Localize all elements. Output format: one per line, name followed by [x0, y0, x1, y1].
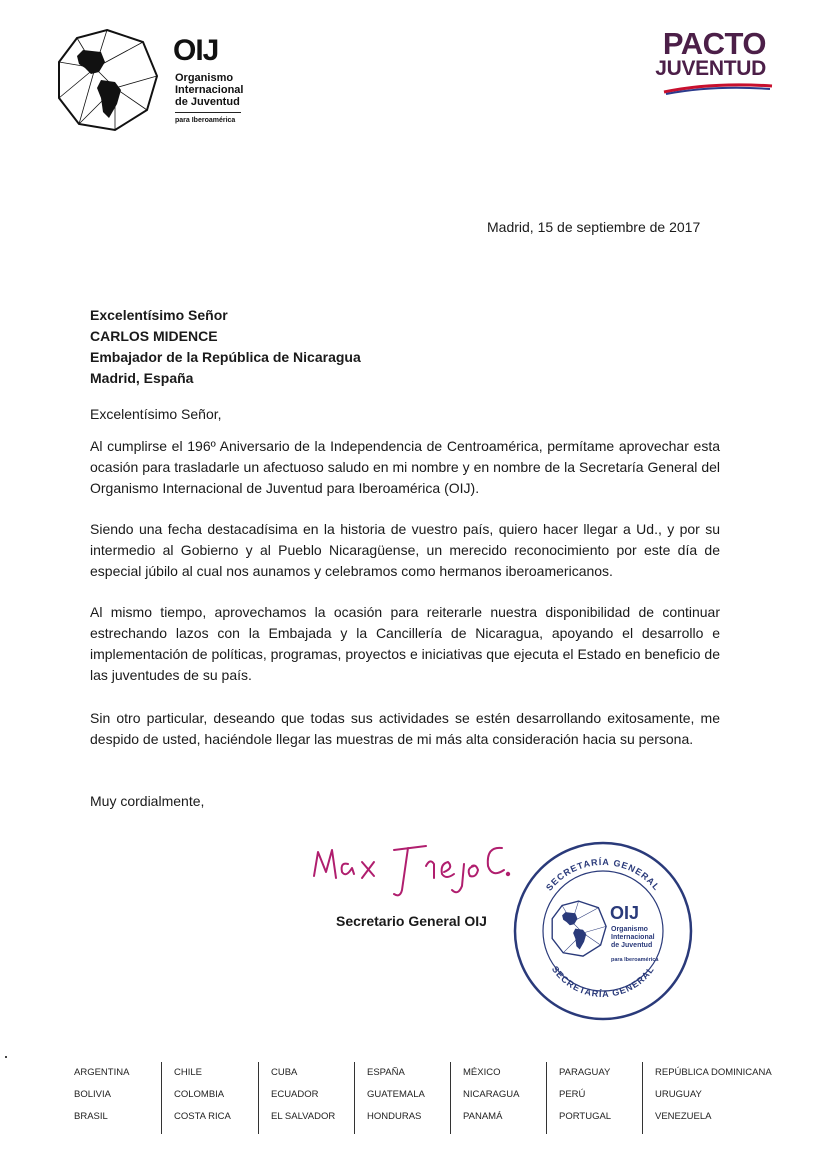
country-name: COLOMBIA [174, 1089, 225, 1100]
country-name: ECUADOR [271, 1089, 319, 1100]
official-seal [512, 840, 694, 1022]
country-name: CUBA [271, 1067, 298, 1078]
oij-subline: para Iberoamérica [175, 117, 236, 124]
closing: Muy cordialmente, [90, 793, 205, 809]
oij-mark: OIJ [173, 34, 219, 67]
handwritten-signature [308, 832, 513, 904]
country-name: HONDURAS [367, 1111, 422, 1122]
country-name: URUGUAY [655, 1089, 702, 1100]
oij-name [175, 72, 265, 108]
seal-name-line: de Juventud [611, 942, 653, 949]
pacto-line2: JUVENTUD [655, 57, 766, 80]
body-paragraph: Siendo una fecha destacadísima en la historia de vuestro país, quiero hacer llegar a Ud., y por su intermedio al Gobierno y al Pueblo Nicaragüense, un merecido reconocimiento por este día de especial júbilo al cual nos aunamos y celebramos como hermanos iberoamericanos. [90, 521, 720, 579]
country-name: PERÚ [559, 1089, 586, 1100]
scan-speck [5, 1056, 7, 1058]
recipient-line: Embajador de la República de Nicaragua [90, 349, 361, 365]
seal-subline: para Iberoamérica [611, 957, 659, 963]
country-name: ESPAÑA [367, 1067, 405, 1078]
pacto-juventud-logo [640, 28, 780, 98]
country-name: REPÚBLICA DOMINICANA [655, 1067, 772, 1078]
seal-name-line: Organismo [611, 926, 648, 933]
seal-mark: OIJ [610, 903, 640, 923]
seal-bottom-text: SECRETARÍA GENERAL [549, 964, 657, 1000]
signer-title: Secretario General OIJ [336, 913, 487, 929]
seal-top-text: SECRETARÍA GENERAL [544, 856, 663, 893]
seal-globe-icon [552, 901, 606, 956]
footer-country-list [62, 1062, 802, 1140]
footer-column [642, 1062, 772, 1134]
recipient-line: CARLOS MIDENCE [90, 328, 218, 344]
footer-column [258, 1062, 335, 1134]
country-name: PORTUGAL [559, 1111, 612, 1122]
oij-rule [175, 112, 241, 113]
body-paragraph: Al mismo tiempo, aprovechamos la ocasión para reiterarle nuestra disponibilidad de continuar estrechando lazos con la Embajada y la Cancillería de Nicaragua, apoyando el desarrollo e implementación de políticas, programas, proyectos e iniciativas que ejecuta el Estado en beneficio de las juventudes de su país. [90, 604, 720, 683]
country-name: VENEZUELA [655, 1111, 712, 1122]
seal-name-line: Internacional [611, 934, 655, 941]
country-name: PARAGUAY [559, 1067, 611, 1078]
swoosh-icon [662, 80, 774, 96]
oij-logo [55, 28, 255, 138]
country-name: MÉXICO [463, 1067, 501, 1078]
country-name: EL SALVADOR [271, 1111, 336, 1122]
body-paragraph: Al cumplirse el 196º Aniversario de la Independencia de Centroamérica, permítame aprovechar esta ocasión para trasladarle un afectuoso saludo en mi nombre y en nombre de la Secretaría General del Organismo Internacional de Juventud para Iberoamérica (OIJ). [90, 438, 720, 496]
country-name: BRASIL [74, 1111, 108, 1122]
salutation: Excelentísimo Señor, [90, 406, 222, 422]
oij-name-line: Internacional [175, 84, 244, 96]
recipient-line: Excelentísimo Señor [90, 307, 228, 323]
recipient-block [90, 305, 361, 389]
recipient-line: Madrid, España [90, 370, 194, 386]
footer-column [161, 1062, 231, 1134]
footer-column [354, 1062, 425, 1134]
country-name: GUATEMALA [367, 1089, 425, 1100]
letter-date: Madrid, 15 de septiembre de 2017 [487, 219, 701, 235]
footer-column [450, 1062, 519, 1134]
footer-column [62, 1062, 129, 1134]
country-name: BOLIVIA [74, 1089, 111, 1100]
polygon-globe-icon [55, 28, 159, 132]
country-name: CHILE [174, 1067, 202, 1078]
country-name: NICARAGUA [463, 1089, 520, 1100]
country-name: COSTA RICA [174, 1111, 231, 1122]
pacto-line1: PACTO [662, 26, 766, 61]
footer-column [546, 1062, 611, 1134]
oij-name-line: de Juventud [175, 96, 240, 108]
body-paragraph: Sin otro particular, deseando que todas sus actividades se estén desarrollando exitosamente, me despido de usted, haciéndole llegar las muestras de mi más alta consideración hacia su persona. [90, 710, 720, 747]
oij-name-line: Organismo [175, 72, 234, 84]
country-name: ARGENTINA [74, 1067, 130, 1078]
country-name: PANAMÁ [463, 1111, 503, 1122]
